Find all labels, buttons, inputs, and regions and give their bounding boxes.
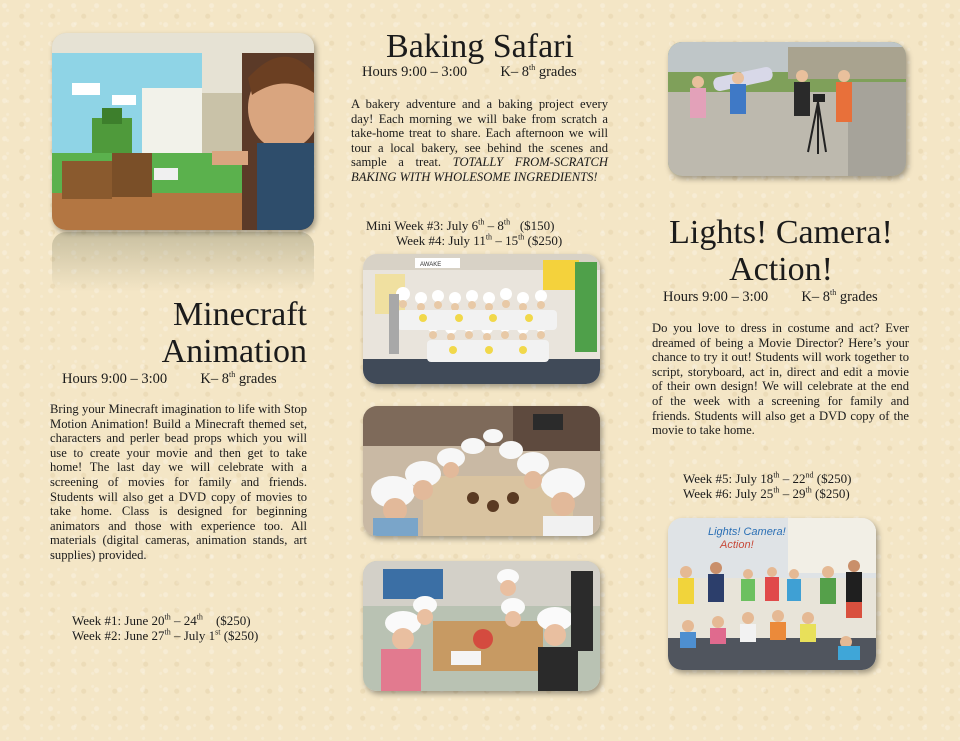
baking-description-block bbox=[351, 97, 608, 185]
baking-description-italic: TOTALLY FROM-SCRATCH BAKING WITH WHOLESOME INGREDIENTS! bbox=[351, 155, 608, 184]
lights-hours-row bbox=[663, 289, 878, 306]
minecraft-week-2: Week #2: June 27th – July 1st ($250) bbox=[72, 627, 259, 643]
lights-title-line1: Lights! Camera! bbox=[669, 214, 893, 251]
baking-hours: Hours 9:00 – 3:00 bbox=[362, 64, 468, 80]
lights-description: Do you love to dress in costume and act? Ever dreamed of being a Movie Director? Here’s your chance to try it out! Students will work together to script, storyboard, act in, direct and edit a movie of their own design! We will celebrate at the end of the week with a screening for family and friends. Students will also get a DVD copy of the movie to take home. bbox=[652, 321, 909, 438]
baking-description: A bakery adventure and a baking project every day! Each morning we will bake from scratch a take-home treat to share. Each afternoon we will tour a local bakery, see behind the scenes and sample a treat. bbox=[351, 97, 608, 170]
lights-hours: Hours 9:00 – 3:00 bbox=[663, 289, 769, 305]
baking-kids-photo bbox=[363, 561, 600, 691]
banner-text-1: Lights! Camera! bbox=[708, 526, 786, 538]
minecraft-hours: Hours 9:00 – 3:00 bbox=[62, 371, 168, 387]
lights-weeks bbox=[683, 471, 851, 501]
poster-text: AWAKE bbox=[420, 262, 442, 268]
minecraft-photo-reflection bbox=[52, 232, 314, 292]
minecraft-week-1: Week #1: June 20th – 24th ($250) bbox=[72, 612, 251, 628]
lights-grades: K– 8th grades bbox=[801, 288, 878, 305]
baking-title: Baking Safari bbox=[386, 28, 574, 65]
minecraft-weeks bbox=[72, 613, 258, 643]
baking-week-4: Week #4: July 11th – 15th ($250) bbox=[396, 232, 563, 248]
lights-group-photo bbox=[668, 518, 876, 670]
banner-text-2: Action! bbox=[720, 539, 754, 551]
minecraft-description: Bring your Minecraft imagination to life with Stop Motion Animation! Build a Minecraft themed set, characters and perler bead props which you will use to create your movie and then get to take home! The last day we will celebrate with a screening of movies for family and friends. Students will also get a DVD copy of movies to take home. Class is designed for beginning animators and those with experience too. All materials (digital cameras, animation stands, art supplies) provided. bbox=[50, 402, 307, 562]
lights-title bbox=[641, 214, 921, 288]
baking-weeks bbox=[366, 218, 562, 248]
lights-week-5: Week #5: July 18th – 22nd ($250) bbox=[683, 470, 852, 486]
minecraft-hours-row bbox=[62, 371, 277, 388]
baking-hours-row bbox=[362, 64, 577, 81]
minecraft-title bbox=[7, 296, 307, 370]
baking-group-photo bbox=[363, 254, 600, 384]
lights-outdoor-photo bbox=[668, 42, 906, 176]
baking-table-photo bbox=[363, 406, 600, 536]
lights-title-line2: Action! bbox=[729, 251, 833, 288]
minecraft-photo bbox=[52, 33, 314, 230]
lights-week-6: Week #6: July 25th – 29th ($250) bbox=[683, 485, 850, 501]
minecraft-title-line2: Animation bbox=[161, 333, 307, 370]
minecraft-grades: K– 8th grades bbox=[200, 370, 277, 387]
baking-week-3: Mini Week #3: July 6th – 8th ($150) bbox=[366, 217, 555, 233]
minecraft-title-line1: Minecraft bbox=[172, 296, 307, 333]
baking-grades: K– 8th grades bbox=[500, 63, 577, 80]
